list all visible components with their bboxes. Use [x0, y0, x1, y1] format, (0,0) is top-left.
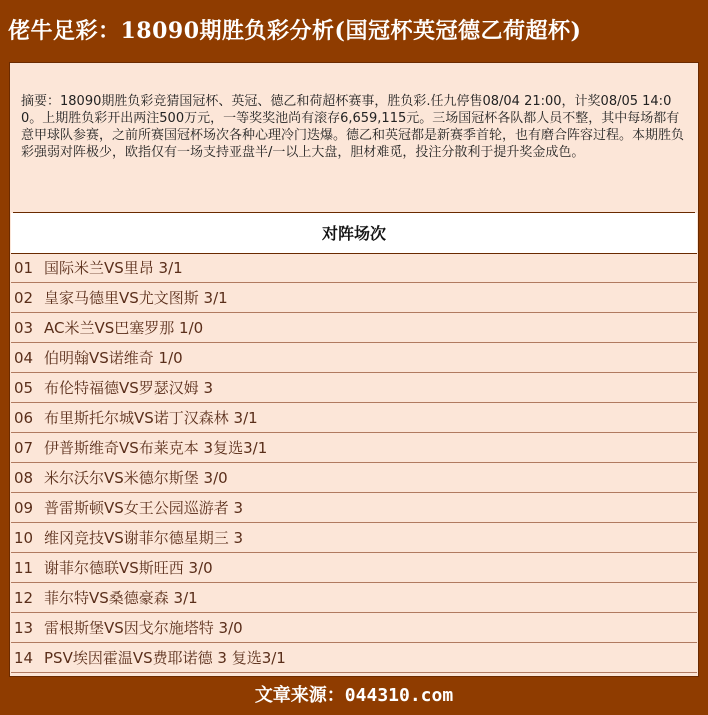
- match-row: [11, 404, 697, 433]
- match-row: [11, 524, 697, 553]
- match-row: [11, 584, 697, 613]
- match-number: 04: [14, 349, 34, 367]
- match-number: 12: [14, 589, 34, 607]
- match-list: [11, 254, 697, 674]
- match-text: PSV埃因霍温VS费耶诺德 3 复选3/1: [44, 649, 286, 667]
- content-panel: [9, 62, 699, 677]
- match-number: 06: [14, 409, 34, 427]
- match-row: [11, 344, 697, 373]
- match-row: [11, 554, 697, 583]
- match-number: 11: [14, 559, 34, 577]
- abstract-text: 摘要：18090期胜负彩竞猜国冠杯、英冠、德乙和荷超杯赛事，胜负彩.任九停售08/04 21:00，计奖08/05 14:00。上期胜负彩开出两注500万元，一等奖奖池尚有滚存6,659,115元。三场国冠杯各队都人员不整，其中每场都有意甲球队参赛，之前所赛国冠杯场次各种心理冷门迭爆。德乙和英冠都是新赛季首轮，也有磨合阵容过程。本期胜负彩强弱对阵极少，欧指仅有一场支持亚盘半/一以上大盘，胆材难觅，投注分散利于提升奖金成色。: [13, 66, 695, 213]
- match-number: 01: [14, 259, 34, 277]
- match-text: 布伦特福德VS罗瑟汉姆 3: [44, 379, 214, 397]
- match-number: 09: [14, 499, 34, 517]
- match-number: 03: [14, 319, 34, 337]
- page-title: 佬牛足彩：18090期胜负彩分析(国冠杯英冠德乙荷超杯): [8, 18, 582, 44]
- match-text: 伊普斯维奇VS布莱克本 3复选3/1: [44, 439, 268, 457]
- match-row: [11, 494, 697, 523]
- match-text: 普雷斯顿VS女王公园巡游者 3: [44, 499, 244, 517]
- match-text: 布里斯托尔城VS诺丁汉森林 3/1: [44, 409, 258, 427]
- match-text: 雷根斯堡VS因戈尔施塔特 3/0: [44, 619, 243, 637]
- match-number: 05: [14, 379, 34, 397]
- match-row: [11, 464, 697, 493]
- match-number: 07: [14, 439, 34, 457]
- match-row: [11, 254, 697, 283]
- match-text: 伯明翰VS诺维奇 1/0: [44, 349, 183, 367]
- match-number: 02: [14, 289, 34, 307]
- match-text: AC米兰VS巴塞罗那 1/0: [44, 319, 204, 337]
- match-row: [11, 314, 697, 343]
- match-text: 国际米兰VS里昂 3/1: [44, 259, 183, 277]
- source-footer: 文章来源：044310.com: [254, 685, 454, 706]
- match-row: [11, 614, 697, 643]
- matches-header: 对阵场次: [11, 213, 697, 254]
- match-number: 13: [14, 619, 34, 637]
- match-text: 维冈竞技VS谢菲尔德星期三 3: [44, 529, 244, 547]
- match-text: 菲尔特VS桑德豪森 3/1: [44, 589, 198, 607]
- match-row: [11, 434, 697, 463]
- match-text: 米尔沃尔VS米德尔斯堡 3/0: [44, 469, 228, 487]
- match-text: 谢菲尔德联VS斯旺西 3/0: [44, 559, 213, 577]
- match-number: 08: [14, 469, 34, 487]
- match-row: [11, 644, 697, 673]
- match-number: 14: [14, 649, 34, 667]
- match-text: 皇家马德里VS尤文图斯 3/1: [44, 289, 228, 307]
- match-number: 10: [14, 529, 34, 547]
- match-row: [11, 284, 697, 313]
- match-row: [11, 374, 697, 403]
